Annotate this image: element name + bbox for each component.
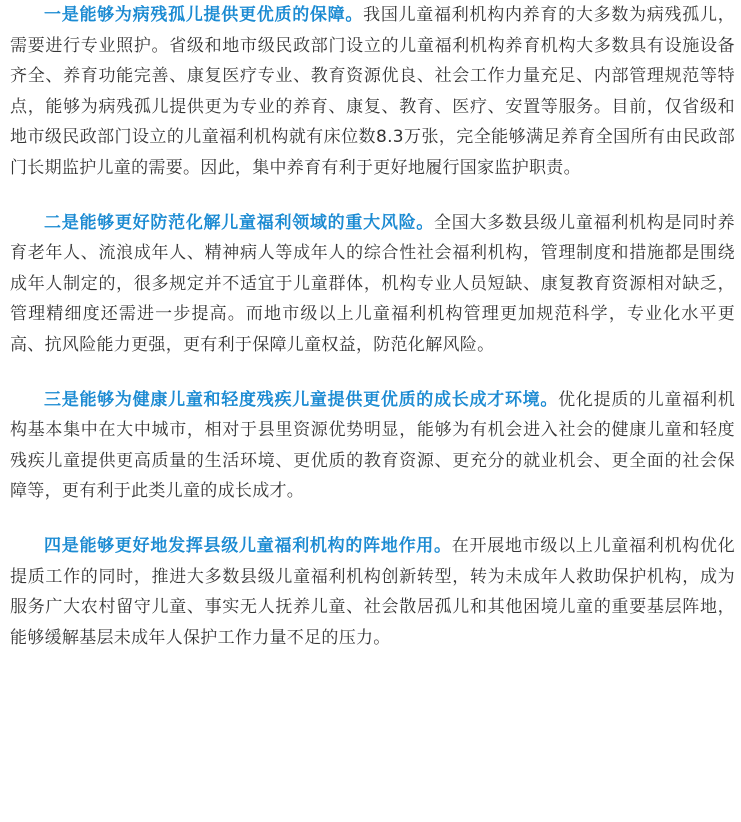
paragraph-4	[10, 531, 735, 653]
paragraph-4-lead: 四是能够更好地发挥县级儿童福利机构的阵地作用。	[44, 535, 452, 556]
paragraph-3	[10, 385, 735, 507]
paragraph-1-lead: 一是能够为病残孤儿提供更优质的保障。	[44, 5, 364, 25]
paragraph-2-lead: 二是能够更好防范化解儿童福利领域的重大风险。	[44, 212, 435, 233]
paragraph-1	[10, 0, 735, 184]
paragraph-2-text: 全国大多数县级儿童福利机构是同时养育老年人、流浪成年人、精神病人等成年人的综合性社会福利机构，管理制度和措施都是围绕成年人制定的，很多规定并不适宜于儿童群体，机构专业人员短缺、康复教育资源相对缺乏，管理精细度还需进一步提高。而地市级以上儿童福利机构管理更加规范科学，专业化水平更高、抗风险能力更强，更有利于保障儿童权益，防范化解风险。	[10, 212, 735, 355]
article-body	[10, 0, 735, 653]
paragraph-3-lead: 三是能够为健康儿童和轻度残疾儿童提供更优质的成长成才环境。	[44, 389, 559, 410]
paragraph-3-text: 优化提质的儿童福利机构基本集中在大中城市，相对于县里资源优势明显，能够为有机会进入社会的健康儿童和轻度残疾儿童提供更高质量的生活环境、更优质的教育资源、更充分的就业机会、更全面的社会保障等，更有利于此类儿童的成长成才。	[10, 389, 735, 502]
paragraph-1-text: 我国儿童福利机构内养育的大多数为病残孤儿，需要进行专业照护。省级和地市级民政部门设立的儿童福利机构养育机构大多数具有设施设备齐全、养育功能完善、康复医疗专业、教育资源优良、社会工作力量充足、内部管理规范等特点，能够为病残孤儿提供更为专业的养育、康复、教育、医疗、安置等服务。目前，仅省级和地市级民政部门设立的儿童福利机构就有床位数8.3万张，完全能够满足养育全国所有由民政部门长期监护儿童的需要。因此，集中养育有利于更好地履行国家监护职责。	[10, 5, 735, 178]
paragraph-4-text: 在开展地市级以上儿童福利机构优化提质工作的同时，推进大多数县级儿童福利机构创新转型，转为未成年人救助保护机构，成为服务广大农村留守儿童、事实无人抚养儿童、社会散居孤儿和其他困境儿童的重要基层阵地，能够缓解基层未成年人保护工作力量不足的压力。	[10, 535, 735, 648]
paragraph-2	[10, 208, 735, 361]
